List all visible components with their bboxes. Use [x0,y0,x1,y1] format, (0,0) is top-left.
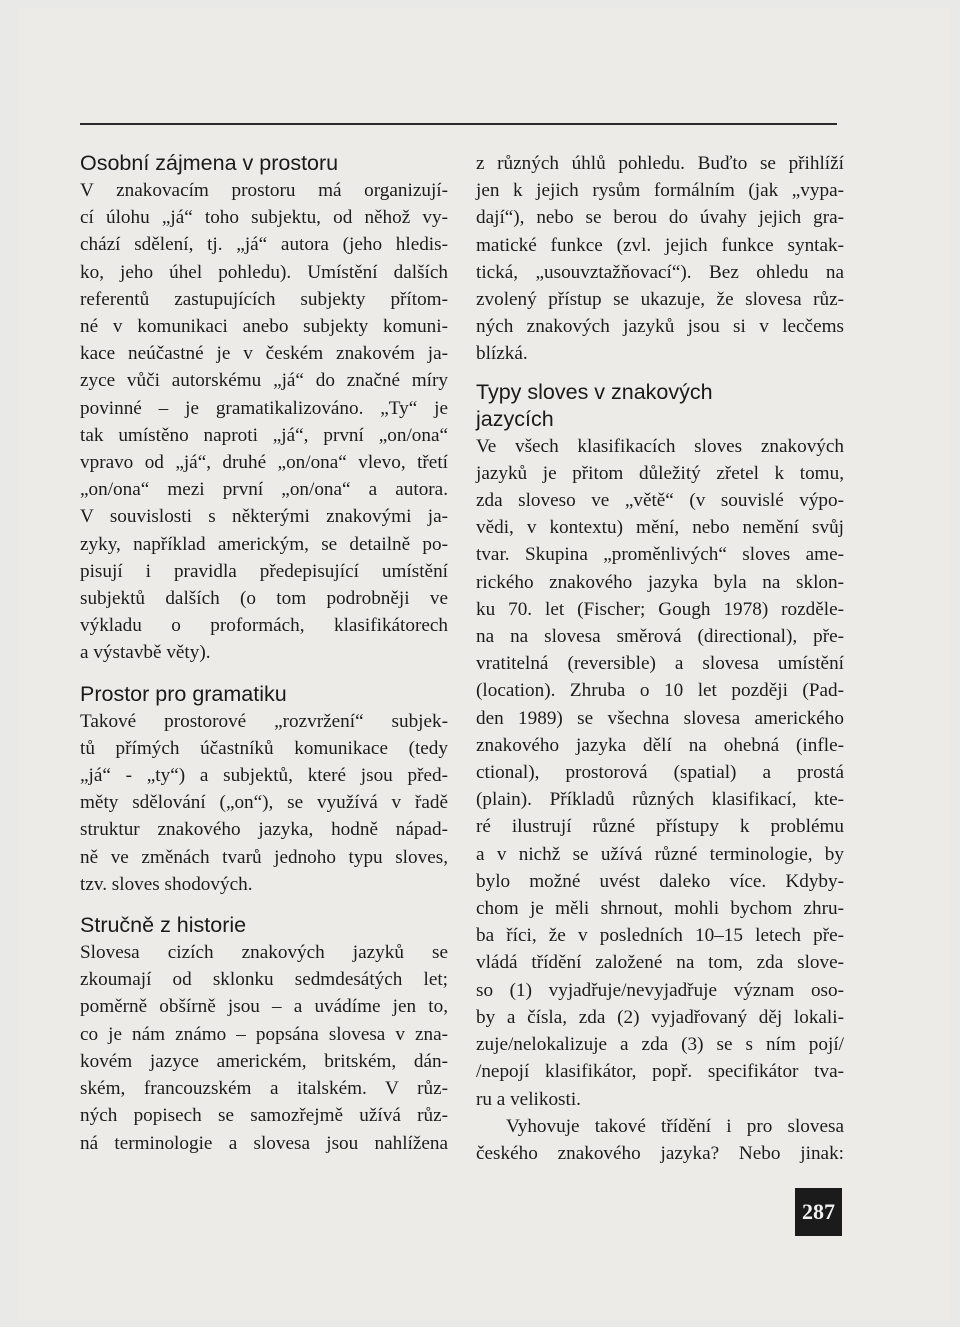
heading-strucne-z-historie: Stručně z historie [80,913,247,938]
text-line: zyce vůči autorskému „já“ do značné míry [80,370,448,392]
text-line: ré ilustrují různé přístupy k problému [476,816,844,838]
text-line: ctional), prostorová (spatial) a prostá [476,762,844,784]
text-line: matické funkce (zvl. jejich funkce syntak- [476,234,844,256]
text-line: (plain). Příkladů různých klasifikací, kte- [476,789,844,811]
text-line: ském, francouzském a italském. V růz- [80,1078,448,1100]
text-line: subjektů dalších (o tom podrobněji ve [80,588,448,610]
text-line: /nepojí klasifikátor, popř. specifikátor tva- [476,1061,844,1083]
text-line: ně ve změnách tvarů jednoho typu sloves, [80,846,448,868]
text-line: vládá třídění založené na tom, zda slove- [476,952,844,974]
text-line: zda sloveso ve „větě“ (v souvislé výpo- [476,490,844,512]
text-line: cí úlohu „já“ toho subjektu, od něhož vy- [80,207,448,229]
text-line: V souvislosti s některými znakovými ja- [80,506,448,528]
text-line: referentů zastupujících subjekty přítom- [80,288,448,310]
text-line: so (1) vyjadřuje/nevyjadřuje význam oso- [476,979,844,1001]
text-line: zuje/nelokalizuje a zda (3) se s ním pojí/ [476,1034,844,1056]
text-line: ru a velikosti. [476,1088,581,1110]
heading-prostor-pro-gramatiku: Prostor pro gramatiku [80,681,287,706]
heading-line: Typy sloves v znakových [476,379,713,404]
text-line: ko, jeho úhel pohledu). Umístění dalších [80,261,448,283]
heading-line: jazycích [476,406,554,431]
text-line: zyky, například americkým, se detailně po- [80,533,448,555]
text-line: (location). Zhruba o 10 let později (Pad- [476,680,844,702]
text-line: kovém jazyce americkém, britském, dán- [80,1050,448,1072]
text-line: chází sdělení, tj. „já“ autora (jeho hledis- [80,234,448,256]
text-line: struktur znakového jazyka, hodně nápad- [80,819,448,841]
text-line: tvar. Skupina „proměnlivých“ sloves ame- [476,544,844,566]
text-line: z různých úhlů pohledu. Buďto se přihlíží [476,153,844,174]
text-line: tzv. sloves shodových. [80,873,253,895]
text-line: blízká. [476,343,528,365]
text-line: a výstavbě věty). [80,642,211,664]
right-column [476,150,844,1167]
text-line: dají“), nebo se berou do úvahy jejich gra- [476,207,844,229]
text-line: zkoumají od sklonku sedmdesátých let; [80,969,448,991]
text-line: rického znakového jazyka byla na sklon- [476,571,844,593]
text-line: jen k jejich rysům formálním (jak „vypa- [476,180,844,202]
paragraph-osobni-zajmena [80,177,448,667]
text-line: pisují i pravidla předepisující umístění [80,560,448,582]
text-line: ku 70. let (Fischer; Gough 1978) rozděle- [476,598,844,620]
text-line: poměrně obšírně jsou – a uvádíme jen to, [80,996,448,1018]
text-line: měty sdělování („on“), se využívá v řadě [80,792,448,814]
text-line: by a čísla, zda (2) vyjadřovaný děj lokali- [476,1006,844,1028]
text-line: bylo možné uvést daleko více. Kdyby- [476,870,844,892]
text-line: Takové prostorové „rozvržení“ subjek- [80,710,448,732]
text-line: „on/ona“ mezi první „on/ona“ a autora. [80,479,448,501]
paragraph-prostor-pro-gramatiku [80,708,448,898]
text-line: Ve všech klasifikacích sloves znakových [476,435,844,457]
paragraph-typy-sloves [476,433,844,1167]
text-line: českého znakového jazyka? Nebo jinak: [476,1142,844,1164]
page-number: 287 [795,1188,842,1236]
text-line: ných znakových jazyků jsou si v lecčems [476,316,844,338]
text-line: jazyků je přitom důležitý zřetel k tomu, [476,462,844,484]
text-line: Slovesa cizích znakových jazyků se [80,942,448,964]
text-line: ná terminologie a slovesa jsou nahlížena [80,1132,448,1154]
text-line: tak umístěno naproti „já“, první „on/ona“ [80,424,448,446]
text-line: Vyhovuje takové třídění i pro slovesa [506,1115,844,1137]
text-line: a v nichž se užívá různé terminologie, by [476,843,844,865]
text-line: né v komunikaci anebo subjekty komuni- [80,316,448,338]
text-line: kace neúčastné je v českém znakovém ja- [80,343,448,365]
text-line: ba říci, že v posledních 10–15 letech pře- [476,925,844,947]
text-line: výkladu o proformách, klasifikátorech [80,615,448,637]
text-line: ných popisech se samozřejmě užívá růz- [80,1105,448,1127]
text-line: „já“ - „ty“) a subjektů, které jsou před- [80,765,448,787]
text-line: vpravo od „já“, druhé „on/ona“ vlevo, třetí [80,452,448,474]
left-column [80,150,448,1157]
paragraph-strucne-z-historie [80,939,448,1157]
text-line: znakového jazyka dělí na ohebná (infle- [476,734,844,756]
text-line: zvolený přístup se ukazuje, že slovesa růz- [476,289,844,311]
text-line: tická, „usouvztažňovací“). Bez ohledu na [476,261,844,283]
text-line: vratitelná (reversible) a slovesa umístění [476,653,844,675]
paragraph-continuation [476,150,844,368]
text-line: vědi, v kontextu) mění, nebo nemění svůj [476,517,844,539]
text-line: co je nám známo – popsána slovesa v zna- [80,1023,448,1045]
text-line: den 1989) se všechna slovesa amerického [476,707,844,729]
text-line: tů přímých účastníků komunikace (tedy [80,737,448,759]
text-line: na na slovesa směrová (directional), pře- [476,626,844,648]
heading-osobni-zajmena: Osobní zájmena v prostoru [80,151,339,175]
text-line: chom je měli shrnout, mohli bychom zhru- [476,898,844,920]
heading-typy-sloves [476,379,844,433]
text-line: V znakovacím prostoru má organizují- [80,180,448,201]
text-line: povinné – je gramatikalizováno. „Ty“ je [80,397,448,419]
header-rule [80,123,837,125]
